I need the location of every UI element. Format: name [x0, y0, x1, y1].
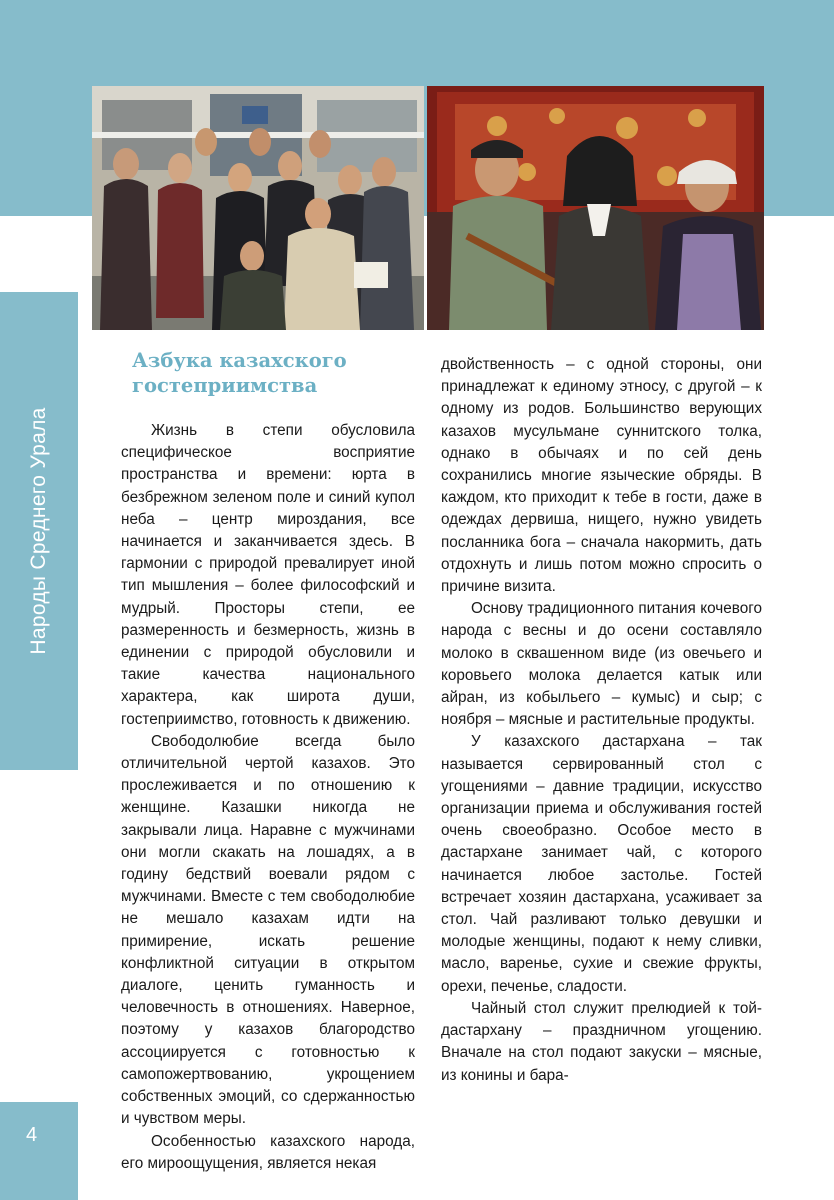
article-heading — [132, 348, 412, 398]
page-number: 4 — [26, 1124, 38, 1146]
paragraph: двойственность – с одной стороны, они принадлежат к единому этносу, с другой – к одному из родов. Большинство верующих казахов мусульмане суннитского толка, однако в обычаях и по сей день сохранились многие языческие обряды. В каждом, кто приходит к тебе в гости, даже в одеждах дервиша, нищего, нужно увидеть посланника бога – сначала накормить, дать отдохнуть и лишь потом можно спросить о причине визита. — [441, 356, 762, 596]
students-group-photo — [92, 86, 424, 330]
paragraph: Чайный стол служит прелюдией к той-дастархану – праздничном угощению. Вначале на стол подают закуски – мясные, из конины и бара- — [441, 999, 762, 1084]
section-title: Народы Среднего Урала — [27, 407, 50, 655]
paragraph: У казахского дастархана – так называется сервированный стол с угощениями – давние традиции, искусство организации приема и обслуживания гостей очень своеобразно. Особое место в дастархане занимает чай, с которого начинается любое застолье. Гостей встречает хозяин дастархана, усаживает за стол. Чай разливают только девушки и молодые женщины, подают к нему сливки, масло, варенье, сухие и свежие фрукты, орехи, печенье, сладости. — [441, 733, 762, 995]
page-number-box — [0, 1102, 78, 1200]
heading-line-2: гостеприимства — [132, 374, 318, 397]
paragraph: Особенностью казахского народа, его мироощущения, является некая — [121, 1132, 415, 1172]
text-column-right — [441, 354, 762, 1087]
elders-carpet-photo — [427, 86, 764, 330]
heading-line-1: Азбука казахского — [132, 349, 347, 372]
paragraph: Жизнь в степи обусловила специфическое восприятие пространства и времени: юрта в безбрежном зеленом поле и синий купол неба – центр мироздания, все начинается и заканчивается здесь. В гармонии с природой превалирует иной тип мышления – более философский и мудрый. Просторы степи, ее размеренность и безмерность, жизнь в единении с природой обусловили и такие качества национального характера, как широта души, гостеприимство, готовность к движению. — [121, 422, 415, 728]
paragraph: Основу традиционного питания кочевого народа с весны и до осени составляло молоко в сквашенном виде (из овечьего и коровьего молока делается катык или айран, из кобыльего – кумыс) и сыр; с ноября – мясные и растительные продукты. — [441, 600, 762, 729]
paragraph: Свободолюбие всегда было отличительной чертой казахов. Это прослеживается и по отношению к женщине. Казашки никогда не закрывали лица. Наравне с мужчинами они могли скакать на лошадях, а в годину бедствий воевали рядом с мужчинами. Вместе с тем свободолюбие не мешало казахам идти на примирение, искать решение конфликтной ситуации в открытом диалоге, ценить гуманность и человечность в отношениях. Наверное, поэтому у казахов благородство ассоциируется с готовностью к самопожертвованию, укрощением собственных эмоций, со сдержанностью и чувством меры. — [121, 732, 415, 1128]
text-column-left — [121, 420, 415, 1175]
